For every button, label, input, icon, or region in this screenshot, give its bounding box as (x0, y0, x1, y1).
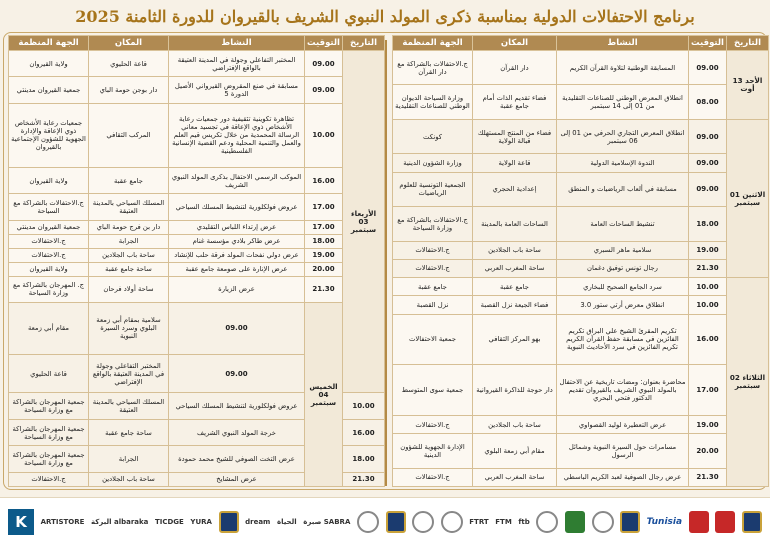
organizer-cell: جمعية سوى المتوسط (393, 365, 473, 416)
activity-cell: عرض الإنارة على صومعة جامع عقبة (169, 262, 305, 276)
time-cell: 16.00 (305, 167, 343, 193)
table-row (393, 241, 769, 259)
organizer-cell: كونكت (393, 119, 473, 153)
place-cell: فضاء من المنتج المستهلك قبالة الولاية (473, 119, 557, 153)
header-time: التوقيت (305, 36, 343, 51)
activity-cell: خرجة المولد النبوي الشريف (169, 419, 305, 445)
time-cell: 09.00 (169, 303, 305, 354)
time-cell: 10.00 (689, 296, 727, 314)
crest-logo (219, 511, 239, 533)
schedule-table-left (8, 35, 385, 487)
time-cell: 20.00 (689, 434, 727, 468)
activity-cell: انطلاق المعرض الوطني للصناعات التقليدية من 01 إلى 14 سبتمبر (557, 85, 689, 119)
table-row (9, 303, 385, 354)
time-cell: 18.00 (305, 234, 343, 248)
activity-cell: تنشيط الساحات العامة (557, 207, 689, 241)
activity-cell: سلامية بمقام أبي زمعة البلوي وسرد السيرة النبوية (89, 303, 169, 354)
activity-cell: مسابقة في صنع المقروض القيرواني الأصيل الدورة 5 (169, 77, 305, 103)
date-cell: الثلاثاء 02 سبتمبر (727, 278, 769, 487)
table-row (393, 85, 769, 119)
time-cell: 21.30 (689, 468, 727, 486)
place-cell: إعدادية الحجري (473, 172, 557, 206)
activity-cell: تظاهرة تكوينية تثقيفية دور جمعيات رعاية الأشخاص ذوي الإعاقة في تجسيد معاني الرسالة المحمدية من خلال تكريس قيم العلم والعمل والتنمية المحلية ودعم القضية الإنسانية الفلسطينية (169, 103, 305, 167)
table-row (393, 278, 769, 296)
place-cell: دار القرآن (473, 51, 557, 85)
book-logo (592, 511, 614, 533)
organizer-cell: ج.الاحتفالات بالشراكة مع دار القرآن (393, 51, 473, 85)
activity-cell: المختبر التفاعلي وجولة في المدينة العتيقة بالواقع الإفتراضي (169, 51, 305, 77)
activity-cell: عرض التعطيرة لوليد القصواوي (557, 415, 689, 433)
activity-cell: عرض إرتداء اللباس التقليدي (169, 220, 305, 234)
table-row (393, 296, 769, 314)
organizer-cell: ج. المهرجان بالشراكة مع وزارة السياحة (9, 276, 89, 302)
time-cell: 08.00 (689, 85, 727, 119)
time-cell: 09.00 (689, 51, 727, 85)
gold-logo (620, 511, 640, 533)
header-date: التاريخ (727, 36, 769, 51)
organizer-cell: وزارة الشؤون الدينية (393, 154, 473, 172)
time-cell: 20.00 (305, 262, 343, 276)
header-date: التاريخ (343, 36, 385, 51)
place-cell: دار بوجن حومة الباي (89, 77, 169, 103)
page-title: برنامج الاحتفالات الدولية بمناسبة ذكرى المولد النبوي الشريف بالقيروان للدورة الثامنة 2025 (75, 7, 695, 26)
right-schedule-panel (392, 35, 768, 487)
ticdge-logo: TICDGE (154, 517, 184, 526)
place-cell: ساحة جامع عقبة (89, 262, 169, 276)
place-cell: ساحة باب الجلادين (89, 472, 169, 486)
artistore-logo: ARTISTORE (40, 517, 85, 526)
time-cell: 18.00 (689, 207, 727, 241)
activity-cell: رجال تونس توفيق دغمان (557, 259, 689, 277)
organizer-cell: جمعيات رعاية الأشخاص ذوي الإعاقة والإدارة الجهوية للشؤون الإجتماعية بالقيروان (9, 103, 89, 167)
left-schedule-panel (8, 35, 384, 487)
yura-logo: YURA (190, 517, 212, 526)
activity-cell: عرض التخت الصوفي للشيخ محمد حمودة (169, 446, 305, 472)
place-cell: فضاء تقديم الذات أمام جامع عقبة (473, 85, 557, 119)
place-cell: قاعة الحليوي (9, 354, 89, 393)
time-cell: 10.00 (689, 278, 727, 296)
time-cell: 10.00 (343, 393, 385, 419)
round-seal-logo (357, 511, 379, 533)
green-logo (565, 511, 585, 533)
table-row (9, 77, 385, 103)
organizer-cell: ج.الاحتفالات (9, 472, 89, 486)
organizer-cell: ج.الاحتفالات (393, 259, 473, 277)
place-cell: ساحة المغرب العربي (473, 468, 557, 486)
flag-logo (689, 511, 709, 533)
table-row (9, 248, 385, 262)
orange-logo (441, 511, 463, 533)
table-row (393, 314, 769, 365)
time-cell: 16.00 (343, 419, 385, 445)
table-row (393, 434, 769, 468)
table-row (393, 207, 769, 241)
activity-cell: انطلاق معرض أرتي ستور 3.0 (557, 296, 689, 314)
time-cell: 21.30 (343, 472, 385, 486)
header-organizer: الجهة المنظمة (393, 36, 473, 51)
activity-cell: المسابقة الوطنية لتلاوة القرآن الكريم (557, 51, 689, 85)
place-cell: دار بن فرج حومة الباي (89, 220, 169, 234)
place-cell: الساحات العامة بالمدينة (473, 207, 557, 241)
time-cell: 09.00 (689, 172, 727, 206)
organizer-cell: ولاية القيروان (9, 167, 89, 193)
activity-cell: تكريم المقرئ الشيخ علي البراق تكريم الفائزين في مسابقة حفظ القرآن الكريم تكريم الفائزين في سرد الأحاديث النبوية (557, 314, 689, 365)
place-cell: ساحة باب الجلادين (89, 248, 169, 262)
date-cell: الاثنين 01 سبتمبر (727, 119, 769, 277)
header-time: التوقيت (689, 36, 727, 51)
emblem-logo (412, 511, 434, 533)
time-cell: 19.00 (689, 415, 727, 433)
activity-cell: عرض رجال الصوفية لعبد الكريم الباسطي (557, 468, 689, 486)
dream-logo: dream (245, 517, 271, 526)
organizer-cell: ج.الاحتفالات (393, 415, 473, 433)
table-row (393, 415, 769, 433)
organizer-cell: ولاية القيروان (9, 262, 89, 276)
table-row (9, 234, 385, 248)
table-header-row (393, 36, 769, 51)
place-cell: ساحة أولاد فرحان (89, 276, 169, 302)
activity-cell: الندوة الإسلامية الدولية (557, 154, 689, 172)
time-cell: 09.00 (169, 354, 305, 393)
table-row (9, 276, 385, 302)
organizer-cell: ولاية القيروان (9, 51, 89, 77)
activity-cell: مسامرات حول السيرة النبوية وشمائل الرسول (557, 434, 689, 468)
date-cell: الخميس 04 سبتمبر (305, 303, 343, 487)
globe-logo (536, 511, 558, 533)
time-cell: 18.00 (343, 446, 385, 472)
activity-cell: محاضرة بعنوان: ومضات تاريخية عن الاحتفال بالمولد النبوي الشريف بالقيروان تقديم الدكتور فتحي البحري (557, 365, 689, 416)
flag2-logo (715, 511, 735, 533)
organizer-cell: جمعية الاحتفالات (393, 314, 473, 365)
place-cell: قاعة الولاية (473, 154, 557, 172)
header-organizer: الجهة المنظمة (9, 36, 89, 51)
organizer-cell: نزل القصبة (393, 296, 473, 314)
table-row (9, 167, 385, 193)
schedule-table-right (392, 35, 769, 487)
organizer-cell: ج.الاحتفالات (393, 468, 473, 486)
activity-cell: عرض الزيارة (169, 276, 305, 302)
time-cell: 09.00 (305, 51, 343, 77)
header-place: المكان (89, 36, 169, 51)
time-cell: 21.30 (689, 259, 727, 277)
organizer-cell: وزارة السياحة الديوان الوطني للصناعات التقليدية (393, 85, 473, 119)
activity-cell: الموكب الرسمي الاحتفال بذكرى المولد النبوي الشريف (169, 167, 305, 193)
time-cell: 09.00 (689, 119, 727, 153)
table-row (393, 172, 769, 206)
table-row (9, 194, 385, 220)
place-cell: جامع عقبة (89, 167, 169, 193)
ministry-logo (386, 511, 406, 533)
activity-cell: سرد الجامع الصحيح للبخاري (557, 278, 689, 296)
organizer-cell: ج.الاحتفالات بالشراكة مع وزارة السياحة (393, 207, 473, 241)
table-row (393, 119, 769, 153)
k-logo: K (8, 509, 34, 535)
place-cell: الجرابة (89, 234, 169, 248)
alhayat-logo: الحياة (276, 517, 297, 526)
organizer-cell: جامع عقبة (393, 278, 473, 296)
ftb-logo: ftb (518, 517, 530, 526)
place-cell: فضاء الجيعة نزل القصبة (473, 296, 557, 314)
ftm-logo: FTM (495, 517, 512, 526)
organizer-cell: جمعية القيروان مدينتي (9, 220, 89, 234)
time-cell: 19.00 (305, 248, 343, 262)
republic-logo (742, 511, 762, 533)
time-cell: 17.00 (689, 365, 727, 416)
organizer-cell: الإدارة الجهوية للشؤون الدينية (393, 434, 473, 468)
sabra-logo: صبرة SABRA (303, 517, 351, 526)
activity-cell: عروض فولكلورية لتنشيط المسلك السياحي (169, 194, 305, 220)
place-cell: المسلك السياحي بالمدينة العتيقة (89, 393, 169, 419)
time-cell: 09.00 (689, 154, 727, 172)
place-cell: المركب الثقافي (89, 103, 169, 167)
activity-cell: عرض طاكر بلادي مؤسسة غنام (169, 234, 305, 248)
place-cell: بهو المركز الثقافي (473, 314, 557, 365)
activity-cell: مسابقة في ألعاب الرياضيات و المنطق (557, 172, 689, 206)
time-cell: 17.00 (305, 220, 343, 234)
table-row (9, 103, 385, 167)
activity-cell: سلامية ماهر السبري (557, 241, 689, 259)
time-cell: 10.00 (305, 103, 343, 167)
activity-cell: عرض المشايخ (169, 472, 305, 486)
place-cell: جامع عقبة (473, 278, 557, 296)
table-row (9, 51, 385, 77)
table-row (393, 259, 769, 277)
sponsor-logos-bar (0, 497, 770, 545)
table-row (9, 220, 385, 234)
organizer-cell: ج.الاحتفالات بالشراكة مع السياحة (9, 194, 89, 220)
organizer-cell: ج.الاحتفالات (9, 248, 89, 262)
table-row (393, 154, 769, 172)
activity-cell: انطلاق المعرض التجاري الحرفي من 01 إلى 06 سبتمبر (557, 119, 689, 153)
activity-cell: عروض فولكلورية لتنشيط المسلك السياحي (169, 393, 305, 419)
place-cell: ساحة باب الجلادين (473, 241, 557, 259)
table-row (9, 262, 385, 276)
place-cell: مقام أبي زمعة البلوي (473, 434, 557, 468)
ftrt-logo: FTRT (469, 517, 489, 526)
time-cell: 19.00 (689, 241, 727, 259)
place-cell: المسلك السياحي بالمدينة العتيقة (89, 194, 169, 220)
activity-cell: المختبر التفاعلي وجولة في المدينة العتيقة بالواقع الإفتراضي (89, 354, 169, 393)
place-cell: ساحة باب الجلادين (473, 415, 557, 433)
tunisia-logo: Tunisia (646, 516, 683, 527)
header-place: المكان (473, 36, 557, 51)
time-cell: 17.00 (305, 194, 343, 220)
place-cell: ساحة جامع عقبة (89, 419, 169, 445)
date-cell: الأحد 13 أوت (727, 51, 769, 120)
place-cell: الجرابة (89, 446, 169, 472)
organizer-cell: جمعية المهرجان بالشراكة مع وزارة السياحة (9, 419, 89, 445)
table-row (393, 468, 769, 486)
organizer-cell: ج.الاحتفالات (393, 241, 473, 259)
header-activity: النشاط (169, 36, 305, 51)
albaraka-logo: البركة albaraka (90, 517, 149, 526)
center-divider (385, 40, 387, 486)
place-cell: قاعة الحليوي (89, 51, 169, 77)
organizer-cell: جمعية القيروان مدينتي (9, 77, 89, 103)
organizer-cell: جمعية المهرجان بالشراكة مع وزارة السياحة (9, 446, 89, 472)
time-cell: 09.00 (305, 77, 343, 103)
time-cell: 16.00 (689, 314, 727, 365)
header-activity: النشاط (557, 36, 689, 51)
time-cell: 21.30 (305, 276, 343, 302)
organizer-cell: ج.الاحتفالات (9, 234, 89, 248)
table-row (393, 365, 769, 416)
place-cell: مقام أبي زمعة (9, 303, 89, 354)
organizer-cell: جمعية المهرجان بالشراكة مع وزارة السياحة (9, 393, 89, 419)
date-cell: الأربعاء 03 سبتمبر (343, 51, 385, 393)
place-cell: ساحة المغرب العربي (473, 259, 557, 277)
table-header-row (9, 36, 385, 51)
activity-cell: عرض دولي نفحات المولد فرقة حلب للإنشاد (169, 248, 305, 262)
table-row (393, 51, 769, 85)
place-cell: دار حوجة للذاكرة القيروانية (473, 365, 557, 416)
organizer-cell: الجمعية التونسية للعلوم الرياضيات (393, 172, 473, 206)
